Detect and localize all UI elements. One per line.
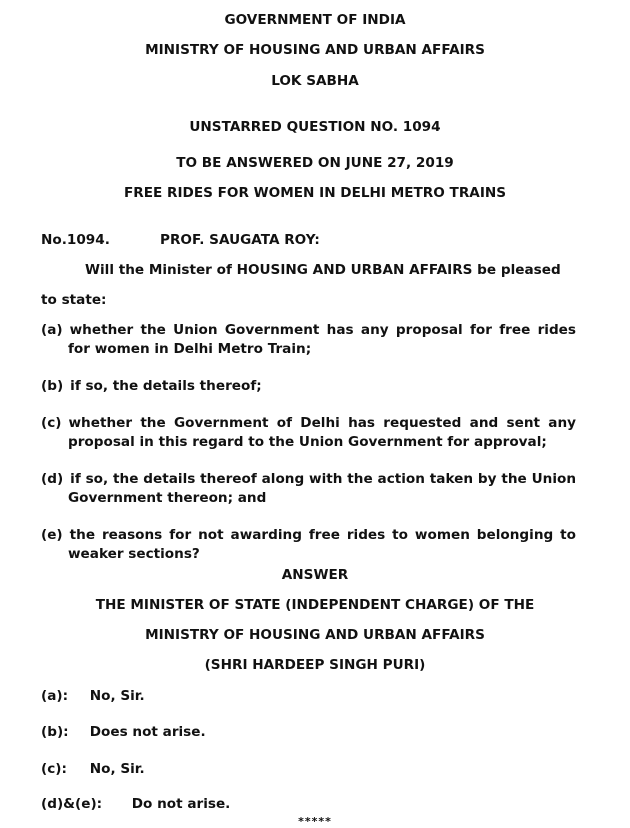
item-text-continued: for women in Delhi Metro Train; <box>68 341 312 357</box>
question-item <box>41 321 576 359</box>
question-item <box>41 377 576 396</box>
question-item <box>41 470 576 508</box>
reply-label: (c): <box>41 761 67 777</box>
question-intro-continued: to state: <box>41 292 107 308</box>
reply-row <box>41 796 230 813</box>
reply-text: No, Sir. <box>89 761 145 777</box>
end-mark: ***** <box>298 815 332 828</box>
ministry-heading: MINISTRY OF HOUSING AND URBAN AFFAIRS <box>145 42 485 58</box>
reply-label: (d)&(e): <box>41 796 103 812</box>
reply-text: Does not arise. <box>89 724 206 740</box>
house-heading: LOK SABHA <box>271 73 359 89</box>
item-marker: (d) <box>41 471 64 487</box>
reply-row <box>41 688 145 705</box>
minister-name: (SHRI HARDEEP SINGH PURI) <box>204 657 426 673</box>
item-text: if so, the details thereof along with the action taken by the Union <box>70 471 576 487</box>
question-number: No.1094. <box>41 232 110 248</box>
item-text: whether the Union Government has any proposal for free rides <box>69 322 576 338</box>
question-item <box>41 414 576 452</box>
item-marker: (e) <box>41 527 63 543</box>
question-item <box>41 526 576 564</box>
subject-heading: FREE RIDES FOR WOMEN IN DELHI METRO TRAINS <box>123 185 507 201</box>
reply-label: (b): <box>41 724 69 740</box>
reply-row <box>41 724 206 741</box>
government-heading: GOVERNMENT OF INDIA <box>224 12 406 28</box>
item-text-continued: proposal in this regard to the Union Government for approval; <box>68 434 547 450</box>
answer-date-heading: TO BE ANSWERED ON JUNE 27, 2019 <box>176 155 454 171</box>
minister-title: THE MINISTER OF STATE (INDEPENDENT CHARGE) OF THE <box>95 597 535 613</box>
reply-label: (a): <box>41 688 69 704</box>
answer-heading: ANSWER <box>281 567 349 583</box>
member-name: PROF. SAUGATA ROY: <box>160 232 320 248</box>
minister-ministry: MINISTRY OF HOUSING AND URBAN AFFAIRS <box>145 627 485 643</box>
item-text: if so, the details thereof; <box>70 378 262 394</box>
reply-row <box>41 761 145 778</box>
question-intro: Will the Minister of HOUSING AND URBAN AFFAIRS be pleased <box>85 262 561 278</box>
item-marker: (a) <box>41 322 63 338</box>
reply-text: No, Sir. <box>89 688 145 704</box>
item-marker: (c) <box>41 415 62 431</box>
item-text-continued: weaker sections? <box>68 546 200 562</box>
question-number-heading: UNSTARRED QUESTION NO. 1094 <box>189 119 441 135</box>
item-text-continued: Government thereon; and <box>68 490 267 506</box>
reply-text: Do not arise. <box>131 796 231 812</box>
item-text: whether the Government of Delhi has requested and sent any <box>68 415 576 431</box>
item-text: the reasons for not awarding free rides to women belonging to <box>69 527 576 543</box>
item-marker: (b) <box>41 378 64 394</box>
